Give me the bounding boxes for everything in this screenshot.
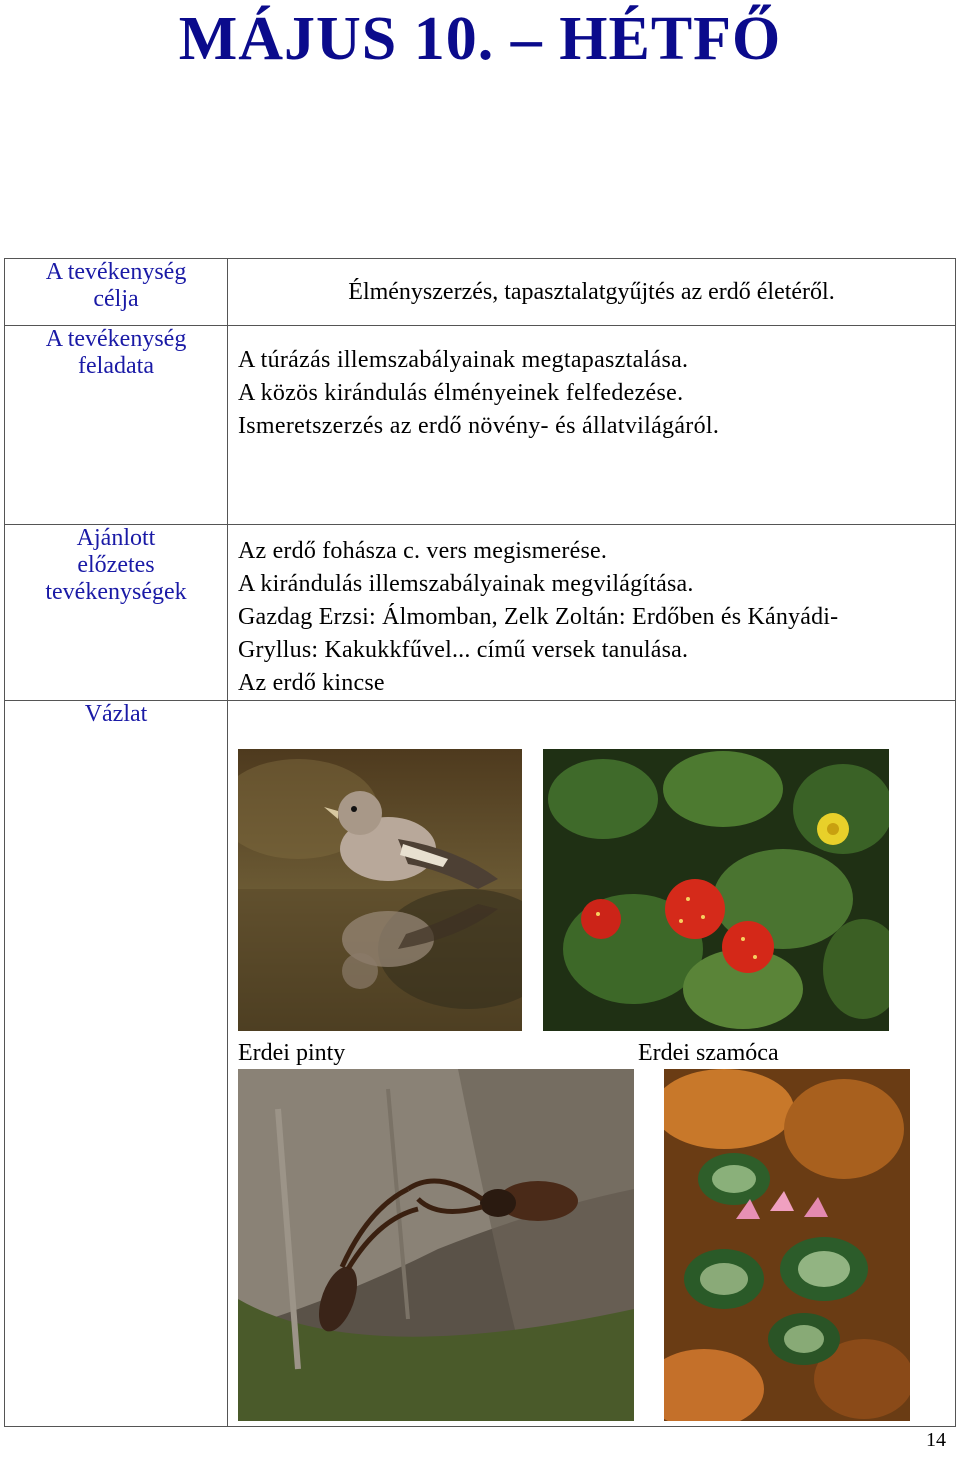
elozetes-line: Gazdag Erzsi: Álmomban, Zelk Zoltán: Erdőben és Kányádi- bbox=[238, 604, 839, 630]
wild-strawberry-photo bbox=[543, 749, 889, 1031]
chaffinch-photo bbox=[238, 749, 522, 1031]
feladata-line: A túrázás illemszabályainak megtapasztalása. bbox=[238, 347, 689, 373]
content-vazlat bbox=[228, 701, 956, 1427]
row-elozetes bbox=[5, 525, 956, 701]
stag-beetle-photo bbox=[238, 1069, 634, 1421]
label-celja-line1: A tevékenység bbox=[45, 259, 187, 285]
label-feladata-line1: A tevékenység bbox=[45, 326, 187, 352]
label-elozetes-line2: előzetes bbox=[77, 552, 155, 578]
label-celja-line2: célja bbox=[93, 286, 139, 312]
label-elozetes bbox=[5, 525, 228, 701]
label-vazlat: Vázlat bbox=[5, 701, 228, 1427]
content-celja: Élményszerzés, tapasztalatgyűjtés az erdő életéről. bbox=[228, 259, 956, 326]
cyclamen-photo bbox=[664, 1069, 910, 1421]
content-elozetes bbox=[228, 525, 956, 701]
elozetes-line: Gryllus: Kakukkfűvel... című versek tanulása. bbox=[238, 637, 689, 663]
label-feladata-line2: feladata bbox=[78, 353, 154, 379]
label-elozetes-line1: Ajánlott bbox=[76, 525, 156, 551]
row-celja bbox=[5, 259, 956, 326]
row-feladata bbox=[5, 326, 956, 525]
row-vazlat bbox=[5, 701, 956, 1427]
label-celja bbox=[5, 259, 228, 326]
content-feladata bbox=[228, 326, 956, 525]
label-feladata bbox=[5, 326, 228, 525]
activity-table bbox=[4, 258, 956, 1427]
elozetes-line: Az erdő kincse bbox=[238, 670, 385, 696]
caption-erdei-pinty: Erdei pinty bbox=[238, 1040, 346, 1066]
feladata-line: A közös kirándulás élményeinek felfedezése. bbox=[238, 380, 684, 406]
feladata-line: Ismeretszerzés az erdő növény- és állatvilágáról. bbox=[238, 413, 720, 439]
page-number: 14 bbox=[926, 1429, 946, 1451]
caption-erdei-szamoca: Erdei szamóca bbox=[638, 1040, 779, 1066]
label-elozetes-line3: tevékenységek bbox=[45, 579, 187, 605]
page-title: MÁJUS 10. – HÉTFŐ bbox=[178, 5, 782, 73]
elozetes-line: A kirándulás illemszabályainak megvilágítása. bbox=[238, 571, 694, 597]
elozetes-line: Az erdő fohásza c. vers megismerése. bbox=[238, 538, 608, 564]
